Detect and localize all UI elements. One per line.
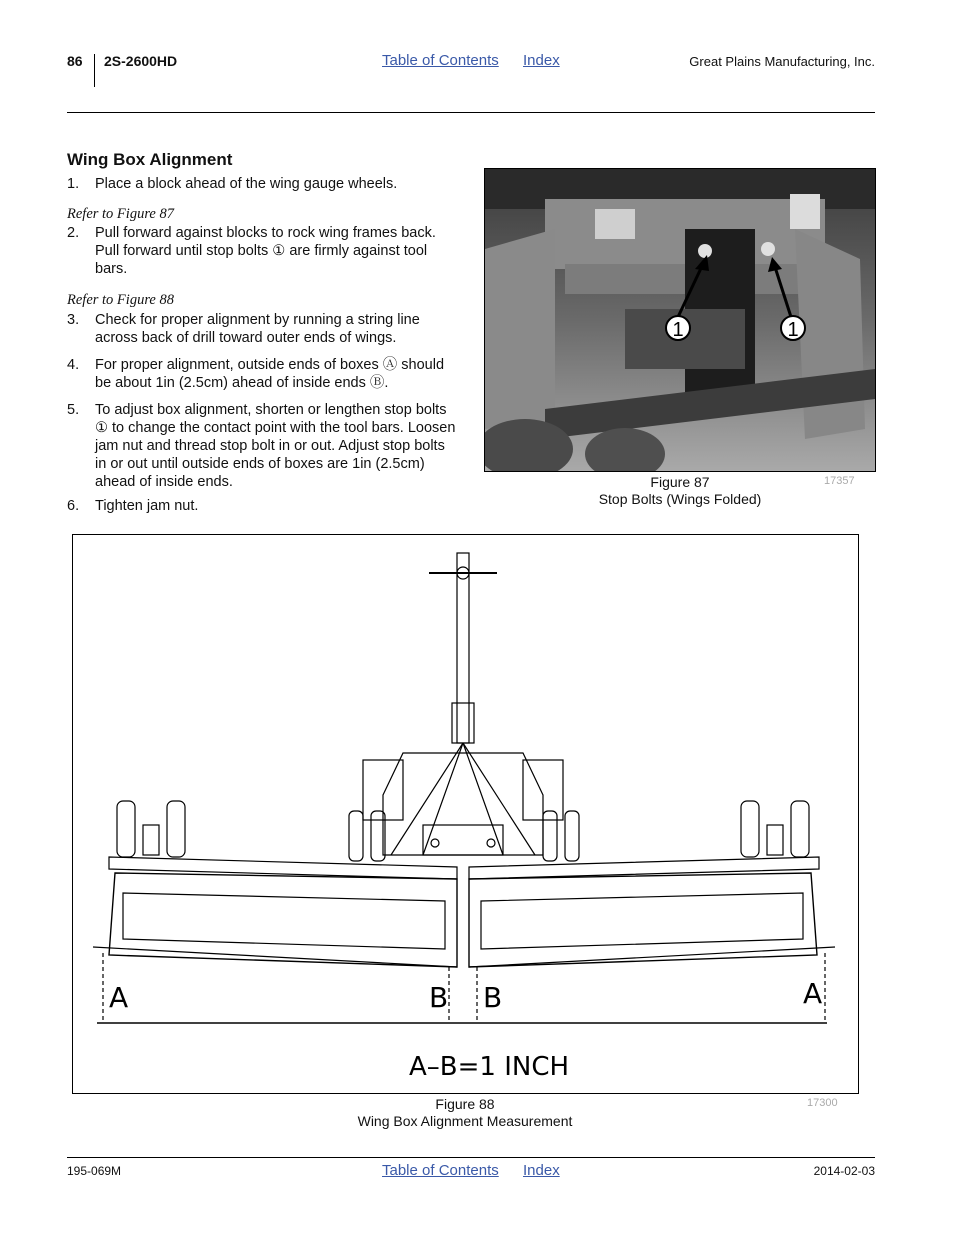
figure-87-title: Stop Bolts (Wings Folded) — [598, 491, 762, 507]
step-text: Place a block ahead of the wing gauge wheels. — [95, 176, 398, 192]
step-text: For proper alignment, outside ends of boxes Ⓐ should be about 1in (2.5cm) ahead of inside ends Ⓑ. — [95, 357, 445, 391]
model-name: 2S-2600HD — [104, 53, 178, 69]
wing-box-diagram — [73, 535, 858, 1093]
step-3 — [67, 311, 467, 347]
step-text: Pull forward against blocks to rock wing frames back. Pull forward until stop bolts ① are firmly against tool bars. — [95, 225, 436, 277]
refer-figure-87: Refer to Figure 87 — [67, 206, 174, 222]
step-number: 1. — [67, 176, 80, 192]
label-b-right: B — [483, 981, 503, 1014]
footer-table-of-contents-link[interactable]: Table of Contents — [382, 1162, 499, 1179]
label-a-left: A — [109, 981, 129, 1014]
figure-88-ref-id: 17300 — [807, 1097, 838, 1109]
step-text: Tighten jam nut. — [95, 498, 199, 514]
table-of-contents-link[interactable]: Table of Contents — [382, 52, 499, 69]
label-a-right: A — [803, 977, 823, 1010]
header-rule — [67, 112, 875, 113]
figure-87-label: Figure 87 — [650, 474, 710, 490]
stop-bolts-photo — [485, 169, 875, 471]
section-title: Wing Box Alignment — [67, 150, 233, 169]
step-6 — [67, 497, 467, 515]
figure-88-drawing — [72, 534, 859, 1094]
formula-text: A–B=1 INCH — [409, 1052, 570, 1082]
figure-88-title: Wing Box Alignment Measurement — [357, 1113, 573, 1129]
step-text: To adjust box alignment, shorten or lengthen stop bolts ① to change the contact point with the tool bars. Loosen jam nut and thread stop bolt in or out. Adjust stop bolts in or out until outside ends of boxes are 1in (2.5cm) ahead of inside ends. — [95, 402, 456, 490]
doc-number: 195-069M — [67, 1164, 122, 1178]
step-4 — [67, 356, 467, 392]
svg-text:1: 1 — [672, 319, 684, 341]
step-number: 4. — [67, 357, 80, 373]
footer-rule — [67, 1157, 875, 1158]
page-number: 86 — [67, 53, 83, 69]
step-number: 6. — [67, 498, 80, 514]
step-number: 5. — [67, 402, 80, 418]
svg-text:1: 1 — [787, 319, 799, 341]
step-number: 3. — [67, 312, 80, 328]
figure-88-label: Figure 88 — [435, 1096, 495, 1112]
header-divider — [94, 54, 95, 87]
figure-87-caption — [560, 474, 800, 508]
step-1 — [67, 175, 467, 193]
step-text: Check for proper alignment by running a string line across back of drill toward outer ends of wings. — [95, 312, 420, 346]
callout-1-right — [781, 316, 805, 341]
step-5 — [67, 401, 467, 491]
index-link[interactable]: Index — [523, 52, 560, 69]
company-name: Great Plains Manufacturing, Inc. — [689, 54, 875, 69]
step-2 — [67, 224, 467, 278]
footer-index-link[interactable]: Index — [523, 1162, 560, 1179]
document-date: 2014-02-03 — [813, 1164, 875, 1178]
figure-87-photo — [484, 168, 876, 472]
figure-87-ref-id: 17357 — [824, 475, 855, 487]
callout-1-left — [666, 316, 690, 341]
label-b-left: B — [429, 981, 449, 1014]
refer-figure-88: Refer to Figure 88 — [67, 292, 174, 308]
step-number: 2. — [67, 225, 80, 241]
figure-88-caption — [320, 1096, 610, 1130]
